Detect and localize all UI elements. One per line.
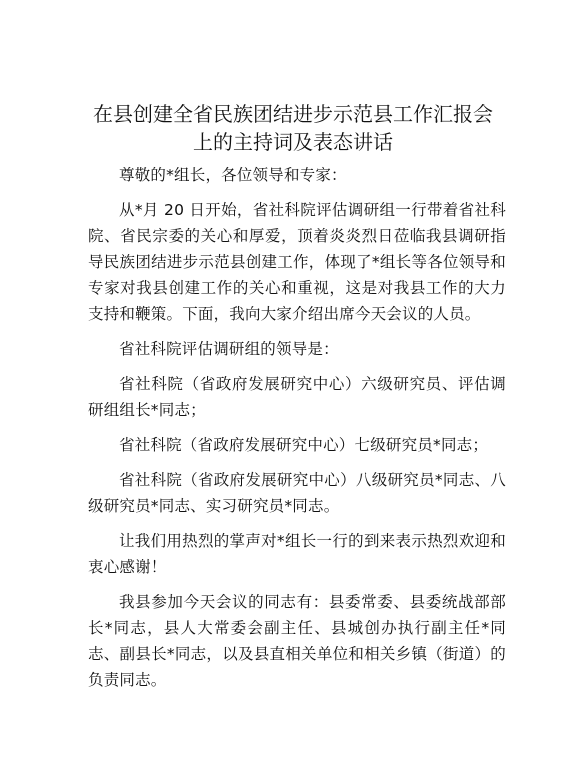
document-body [88, 162, 506, 702]
team-leader-paragraph: 省社科院（省政府发展研究中心）六级研究员、评估调研组组长*同志； [88, 375, 506, 419]
county-attendees-paragraph: 我县参加今天会议的同志有：县委常委、县委统战部部长*同志，县人大常委会副主任、县城创办执行副主任*同志、副县长*同志，以及县直相关单位和相关乡镇（街道）的负责同志。 [88, 593, 506, 689]
opening-paragraph: 从*月 20 日开始，省社科院评估调研组一行带着省社科院、省民宗委的关心和厚爱，顶着炎炎烈日莅临我县调研指导民族团结进步示范县创建工作，体现了*组长等各位领导和专家对我县创建工作的关心和重视，这是对我县工作的大力支持和鞭策。下面，我向大家介绍出席今天会议的人员。 [88, 201, 506, 323]
title-line-2: 上的主持词及表态讲话 [193, 130, 393, 154]
team-intro-paragraph: 省社科院评估调研组的领导是： [119, 340, 339, 358]
welcome-paragraph: 让我们用热烈的掌声对*组长一行的到来表示热烈欢迎和衷心感谢！ [88, 532, 506, 576]
team-member-paragraph-1: 省社科院（省政府发展研究中心）七级研究员*同志； [119, 436, 489, 454]
document-title [60, 100, 526, 156]
team-member-paragraph-2: 省社科院（省政府发展研究中心）八级研究员*同志、八级研究员*同志、实习研究员*同志。 [88, 471, 506, 515]
title-line-1: 在县创建全省民族团结进步示范县工作汇报会 [93, 102, 493, 126]
salutation-paragraph: 尊敬的*组长，各位领导和专家： [119, 166, 347, 184]
